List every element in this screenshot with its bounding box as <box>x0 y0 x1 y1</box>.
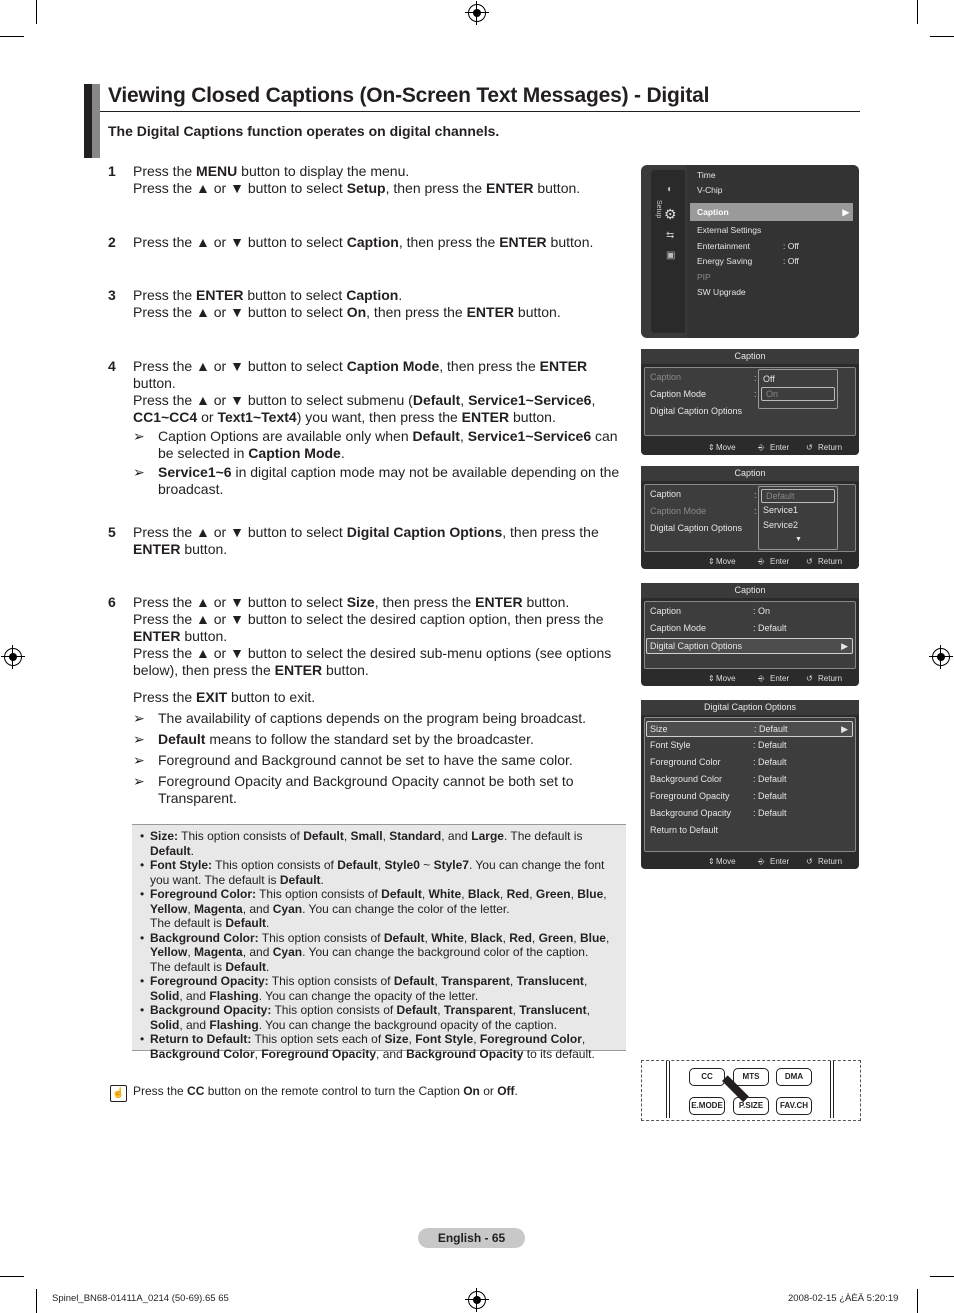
note-text: Default means to follow the standard set by the broadcaster. <box>158 731 534 747</box>
step-body <box>133 524 633 558</box>
dco-menu-item[interactable] <box>650 823 853 837</box>
step-number: 1 <box>108 163 116 179</box>
chevron-right-icon: ▶ <box>841 724 848 734</box>
cc-button[interactable]: CC <box>689 1068 725 1086</box>
note-arrow-icon: ➢ <box>133 731 145 747</box>
step-note <box>133 710 633 727</box>
screen-header: Digital Caption Options <box>641 700 859 715</box>
option-description <box>140 931 620 975</box>
dco-menu-item[interactable] <box>650 755 853 769</box>
step-3 <box>108 287 633 321</box>
menu-item-caption-mode[interactable]: Caption Mode <box>650 389 707 399</box>
hand-note-icon: ☝ <box>110 1085 127 1102</box>
footer-move-label: Move <box>716 674 736 683</box>
item-label: Caption <box>650 606 682 616</box>
step-5 <box>108 524 633 558</box>
note-text: Foreground and Background cannot be set to have the same color. <box>158 752 573 768</box>
item-label: Background Color <box>650 774 723 784</box>
crop-mark <box>930 1276 954 1277</box>
print-slug: Spinel_BN68-01411A_0214 (50-69).65 65 <box>52 1293 229 1304</box>
caption-mode-dropdown <box>758 486 838 550</box>
item-label: Energy Saving <box>697 256 753 266</box>
dco-menu-item[interactable] <box>646 721 853 737</box>
option-text: Return to Default: This option sets each of Size, Font Style, Foreground Color, Background Color, Foreground Opacity, and Background Opacity to its default. <box>150 1032 595 1061</box>
item-label: Entertainment <box>697 241 750 251</box>
bullet-icon: • <box>140 930 145 945</box>
colon-separator: : <box>754 506 757 516</box>
item-label: Font Style <box>650 740 691 750</box>
option-text: Background Color: This option consists of Default, White, Black, Red, Green, Blue, Yellow, Magenta, and Cyan. You can change the background color of the caption. The default is Default. <box>150 930 610 974</box>
crop-mark <box>0 36 24 37</box>
menu-item-caption[interactable]: Caption <box>650 489 682 499</box>
item-value: : Default <box>753 774 787 784</box>
menu-item-digital-caption-options[interactable]: Digital Caption Options <box>650 523 743 533</box>
dco-menu-item[interactable] <box>650 806 853 820</box>
step-extra: Press the EXIT button to exit. <box>133 689 316 705</box>
step-line: Press the MENU button to display the menu. <box>133 163 410 179</box>
note-text: The availability of captions depends on the program being broadcast. <box>158 710 587 726</box>
caption-mode-screen <box>641 466 859 569</box>
note-text: Foreground Opacity and Background Opacity cannot be both set to Transparent. <box>158 773 574 806</box>
item-label: Return to Default <box>650 825 719 835</box>
crop-mark <box>0 1276 24 1277</box>
item-value: : Default <box>753 757 787 767</box>
move-icon: ⇕ <box>708 557 715 566</box>
item-label: PIP <box>697 272 711 282</box>
step-body <box>133 594 633 807</box>
crop-mark <box>917 0 918 24</box>
item-value: : Off <box>783 241 799 251</box>
page-title: Viewing Closed Captions (On-Screen Text Messages) - Digital <box>108 84 710 107</box>
screen-header: Caption <box>641 466 859 481</box>
enter-icon: ⎆ <box>758 857 765 866</box>
menu-item-digital-caption-options[interactable] <box>646 638 853 654</box>
scroll-down-icon[interactable]: ▼ <box>795 536 802 543</box>
footer-enter-label: Enter <box>770 557 790 566</box>
item-label: SW Upgrade <box>697 287 746 297</box>
title-rule <box>100 111 860 112</box>
step-number: 5 <box>108 524 116 540</box>
step-body <box>133 234 633 251</box>
item-label: Foreground Opacity <box>650 791 730 801</box>
move-icon: ⇕ <box>708 674 715 683</box>
step-body <box>133 163 633 197</box>
dco-menu-item[interactable] <box>650 772 853 786</box>
menu-item-caption-mode[interactable] <box>650 621 853 635</box>
step-1 <box>108 163 633 197</box>
chevron-right-icon: ▶ <box>841 641 848 651</box>
bullet-icon: • <box>140 1032 145 1046</box>
menu-icon-column <box>651 170 685 333</box>
bullet-icon: • <box>140 858 145 872</box>
step-line: Press the ▲ or ▼ button to select Caption Mode, then press the ENTER button. <box>133 358 588 391</box>
step-number: 2 <box>108 234 116 250</box>
note-arrow-icon: ➢ <box>133 773 145 789</box>
setup-menu-screen <box>641 165 859 338</box>
title-accent-bar <box>92 84 100 158</box>
step-line: Press the ▲ or ▼ button to select On, then press the ENTER button. <box>133 304 561 320</box>
option-description <box>140 974 620 1003</box>
remote-edge <box>669 1061 670 1118</box>
note-arrow-icon: ➢ <box>133 464 145 480</box>
setup-menu-item[interactable] <box>697 270 853 284</box>
move-icon: ⇕ <box>708 857 715 866</box>
footer-move-label: Move <box>716 443 736 452</box>
item-label: Time <box>697 170 716 180</box>
item-value: : Default <box>754 724 788 734</box>
registration-mark-icon <box>932 648 950 666</box>
step-note <box>133 428 633 462</box>
setup-menu-item[interactable] <box>697 183 853 197</box>
setup-menu-item[interactable] <box>697 285 853 299</box>
caption-main-screen <box>641 583 859 686</box>
item-value: : Default <box>753 808 787 818</box>
footer-return-label: Return <box>818 443 843 452</box>
return-icon: ↺ <box>806 857 813 866</box>
item-label: Caption <box>697 207 729 217</box>
item-value: : Default <box>753 740 787 750</box>
colon-separator: : <box>754 490 757 500</box>
move-icon: ⇕ <box>708 443 715 452</box>
step-body <box>133 287 633 321</box>
option-text: Foreground Opacity: This option consists of Default, Transparent, Translucent, Solid, and Flashing. You can change the opacity of the letter. <box>150 974 588 1003</box>
remote-control-illustration <box>641 1060 861 1121</box>
step-line: Press the ▲ or ▼ button to select the desired caption option, then press the ENTER button. <box>133 611 604 644</box>
colon-separator: : <box>754 373 757 383</box>
option-description <box>140 1032 620 1061</box>
setup-menu-item[interactable] <box>697 254 853 268</box>
bullet-icon: • <box>140 829 145 843</box>
dco-menu-item[interactable] <box>650 738 853 752</box>
bullet-icon: • <box>140 1003 145 1017</box>
input-icon: ⇆ <box>666 230 675 241</box>
dropdown-option-off[interactable]: Off <box>763 374 775 384</box>
screen-header: Caption <box>641 349 859 364</box>
page-subtitle: The Digital Captions function operates on digital channels. <box>108 123 500 139</box>
footer-return-label: Return <box>818 674 843 683</box>
dma-button[interactable]: DMA <box>776 1068 812 1086</box>
registration-mark-icon <box>4 648 22 666</box>
dropdown-option-service1[interactable]: Service1 <box>763 505 799 515</box>
registration-mark-icon <box>468 1291 486 1309</box>
digital-caption-options-screen <box>641 700 859 869</box>
print-date: 2008-02-15 ¿ÀÈÄ 5:20:19 <box>788 1293 899 1304</box>
item-value: : Default <box>753 791 787 801</box>
item-label: External Settings <box>697 225 762 235</box>
options-info-box <box>132 824 626 1061</box>
step-line: Press the ENTER button to select Caption. <box>133 287 403 303</box>
page-number: English - 65 <box>418 1228 525 1248</box>
channel-icon: ▣ <box>666 250 676 261</box>
footer-return-label: Return <box>818 557 843 566</box>
screen-footer <box>641 854 859 869</box>
step-line: Press the ▲ or ▼ button to select the desired sub-menu options (see options below), then press the ENTER button. <box>133 645 612 678</box>
note-arrow-icon: ➢ <box>133 428 145 444</box>
item-label: Size <box>650 724 668 734</box>
step-line: Press the ▲ or ▼ button to select Digital Caption Options, then press the ENTER button. <box>133 524 599 557</box>
remote-edge <box>666 1061 667 1118</box>
step-number: 3 <box>108 287 116 303</box>
step-line: Press the ▲ or ▼ button to select Setup, then press the ENTER button. <box>133 180 581 196</box>
enter-icon: ⎆ <box>758 557 765 566</box>
footer-move-label: Move <box>716 557 736 566</box>
step-line: Press the ▲ or ▼ button to select submenu (Default, Service1~Service6, CC1~CC4 or Text1~Text4) you want, then press the ENTER button. <box>133 392 596 425</box>
cc-tip-text: Press the CC button on the remote control to turn the Caption On or Off. <box>133 1084 518 1098</box>
footer-enter-label: Enter <box>770 443 790 452</box>
item-label: Foreground Color <box>650 757 721 767</box>
step-line: Press the ▲ or ▼ button to select Size, then press the ENTER button. <box>133 594 570 610</box>
chevron-right-icon: ▶ <box>842 207 849 217</box>
gear-icon: ⚙ <box>664 206 677 222</box>
note-text: Service1~6 in digital caption mode may not be available depending on the broadcast. <box>158 464 620 497</box>
item-label: Digital Caption Options <box>650 641 743 651</box>
step-number: 4 <box>108 358 116 374</box>
screen-header: Caption <box>641 583 859 598</box>
option-text: Size: This option consists of Default, Small, Standard, and Large. The default is Default. <box>150 829 583 858</box>
screen-footer <box>641 440 859 455</box>
screen-footer <box>641 554 859 569</box>
note-arrow-icon: ➢ <box>133 752 145 768</box>
dropdown-option-on[interactable]: On <box>761 387 835 401</box>
footer-return-label: Return <box>818 857 843 866</box>
item-value: : Off <box>783 256 799 266</box>
item-label: V-Chip <box>697 185 723 195</box>
p-size-button[interactable]: P.SIZE <box>733 1097 769 1115</box>
option-description <box>140 858 620 887</box>
registration-mark-icon <box>468 4 486 22</box>
step-4 <box>108 358 633 498</box>
setup-menu-item[interactable] <box>697 223 853 237</box>
footer-move-label: Move <box>716 857 736 866</box>
item-label: Background Opacity <box>650 808 732 818</box>
menu-item-digital-caption-options[interactable]: Digital Caption Options <box>650 406 743 416</box>
step-note <box>133 752 633 769</box>
setup-side-label: Setup <box>655 200 662 219</box>
remote-edge <box>833 1061 834 1118</box>
bullet-icon: • <box>140 974 145 988</box>
step-body <box>133 358 633 498</box>
step-line: Press the ▲ or ▼ button to select Caption, then press the ENTER button. <box>133 234 594 250</box>
remote-edge <box>830 1061 831 1118</box>
return-icon: ↺ <box>806 557 813 566</box>
option-text: Background Opacity: This option consists of Default, Transparent, Translucent, Solid, and Flashing. You can change the background opacity of the caption. <box>150 1003 590 1032</box>
screen-footer <box>641 671 859 686</box>
dropdown-option-default[interactable]: Default <box>761 489 835 503</box>
crop-mark <box>930 36 954 37</box>
option-text: Foreground Color: This option consists of Default, White, Black, Red, Green, Blue, Yellow, Magenta, and Cyan. You can change the color of the letter. The default is Default. <box>150 887 607 930</box>
step-6 <box>108 594 633 807</box>
item-label: Caption Mode <box>650 623 707 633</box>
footer-enter-label: Enter <box>770 674 790 683</box>
option-description <box>140 1003 620 1032</box>
step-2 <box>108 234 633 251</box>
setup-menu-item[interactable] <box>690 203 853 221</box>
menu-item-caption[interactable] <box>650 604 853 618</box>
crop-mark <box>917 1289 918 1313</box>
crop-mark <box>36 0 37 24</box>
bullet-icon: • <box>140 887 145 901</box>
dco-menu-item[interactable] <box>650 789 853 803</box>
option-description <box>140 887 620 931</box>
menu-item-caption[interactable]: Caption <box>650 372 682 382</box>
enter-icon: ⎆ <box>758 443 765 452</box>
item-value: : On <box>753 606 771 616</box>
enter-icon: ⎆ <box>758 674 765 683</box>
note-arrow-icon: ➢ <box>133 710 145 726</box>
step-note <box>133 773 633 807</box>
picture-icon: ◐ <box>667 184 674 195</box>
caption-on-screen <box>641 349 859 455</box>
item-value: : Default <box>753 623 787 633</box>
fav-ch-button[interactable]: FAV.CH <box>776 1097 812 1115</box>
note-text: Caption Options are available only when Default, Service1~Service6 can be selected in Caption Mode. <box>158 428 618 461</box>
return-icon: ↺ <box>806 674 813 683</box>
colon-separator: : <box>754 389 757 399</box>
option-text: Font Style: This option consists of Default, Style0 ~ Style7. You can change the font you want. The default is Default. <box>150 858 605 887</box>
dropdown-option-service2[interactable]: Service2 <box>763 520 799 530</box>
return-icon: ↺ <box>806 443 813 452</box>
step-note <box>133 464 633 498</box>
crop-mark <box>36 1289 37 1313</box>
setup-menu-item[interactable] <box>697 168 853 182</box>
setup-menu-item[interactable] <box>697 239 853 253</box>
step-note <box>133 731 633 748</box>
mts-button[interactable]: MTS <box>733 1068 769 1086</box>
menu-item-caption-mode[interactable]: Caption Mode <box>650 506 707 516</box>
footer-enter-label: Enter <box>770 857 790 866</box>
step-number: 6 <box>108 594 116 610</box>
e-mode-button[interactable]: E.MODE <box>689 1097 725 1115</box>
option-description <box>140 829 620 858</box>
caption-dropdown <box>758 369 838 409</box>
